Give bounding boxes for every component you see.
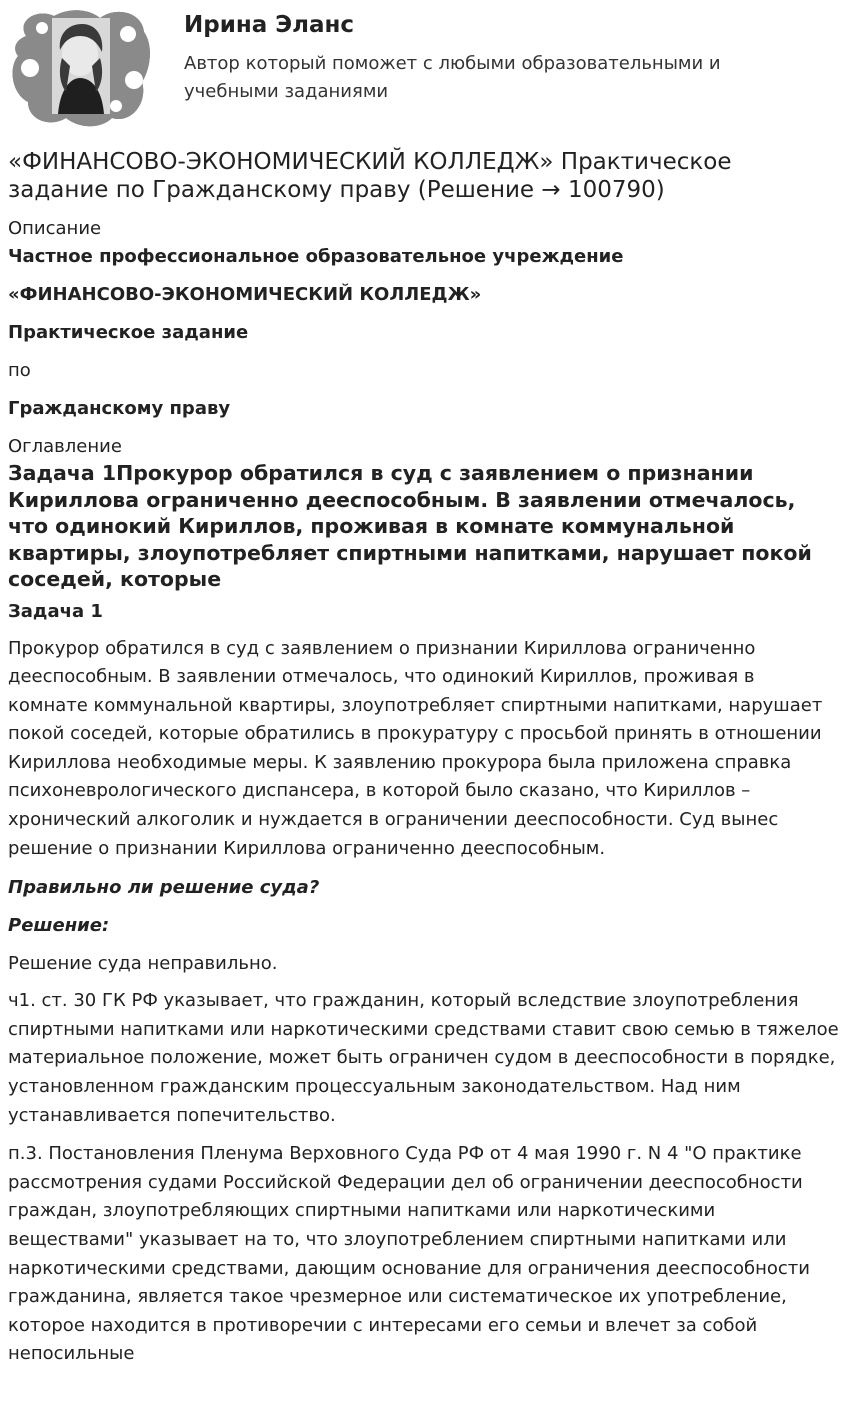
solution-intro: Решение суда неправильно. [8,953,278,975]
solution-paragraph-1: ч1. ст. 30 ГК РФ указывает, что гражданин, который вследствие злоупотребления спиртными напитками или наркотическими средствами ставит свою семью в тяжелое материальное положение, может быть ограничен судом в дееспособности в порядке, установленном гражданским процессуальным законодательством. Над ним устанавливается попечительство. [8,990,839,1126]
task-label: Задача 1 [8,600,103,622]
author-avatar [8,6,150,128]
header-line-institution: Частное профессиональное образовательное учреждение [8,246,624,267]
header-line-assignment: Практическое задание [8,322,249,343]
description-label: Описание [8,218,102,239]
author-card [0,0,847,140]
toc-heading-link[interactable]: Задача 1Прокурор обратился в суд с заявлением о признании Кириллова ограниченно дееспособным. В заявлении отмечалось, что одинокий Кириллов, проживая в комнате коммунальной квартиры, злоупотребляет спиртными напитками, нарушает покой соседей, которые [8,461,812,591]
task-question: Правильно ли решение суда? [8,877,320,899]
author-description: Автор который поможет с любыми образовательными и учебными заданиями [184,53,721,102]
document-title: «ФИНАНСОВО-ЭКОНОМИЧЕСКИЙ КОЛЛЕДЖ» Практическое задание по Гражданскому праву (Решение → 100790) [8,149,732,203]
solution-label: Решение: [8,915,110,937]
solution-paragraph-2: п.3. Постановления Пленума Верховного Суда РФ от 4 мая 1990 г. N 4 "О практике рассмотрения судами Российской Федерации дел об ограничении дееспособности граждан, злоупотребляющих спиртными напитками или наркотическими веществами" указывает на то, что злоупотреблением спиртными напитками или наркотическими средствами, дающим основание для ограничения дееспособности гражданина, является такое чрезмерное или систематическое их употребление, которое находится в противоречии с интересами его семьи и влечет за собой непосильные [8,1143,810,1365]
toc-label: Оглавление [8,436,122,457]
header-line-po: по [8,360,31,381]
author-name: Ирина Эланс [184,12,355,38]
header-line-college: «ФИНАНСОВО-ЭКОНОМИЧЕСКИЙ КОЛЛЕДЖ» [8,284,482,305]
header-line-subject: Гражданскому праву [8,398,231,419]
task-text: Прокурор обратился в суд с заявлением о признании Кириллова ограниченно дееспособным. В заявлении отмечалось, что одинокий Кириллов, проживая в комнате коммунальной квартиры, злоупотребляет спиртными напитками, нарушает покой соседей, которые обратились в прокуратуру с просьбой принять в отношении Кириллова необходимые меры. К заявлению прокурора была приложена справка психоневрологического диспансера, в которой было сказано, что Кириллов – хронический алкоголик и нуждается в ограничении дееспособности. Суд вынес решение о признании Кириллова ограниченно дееспособным. [8,637,823,859]
document-content [0,148,847,1369]
